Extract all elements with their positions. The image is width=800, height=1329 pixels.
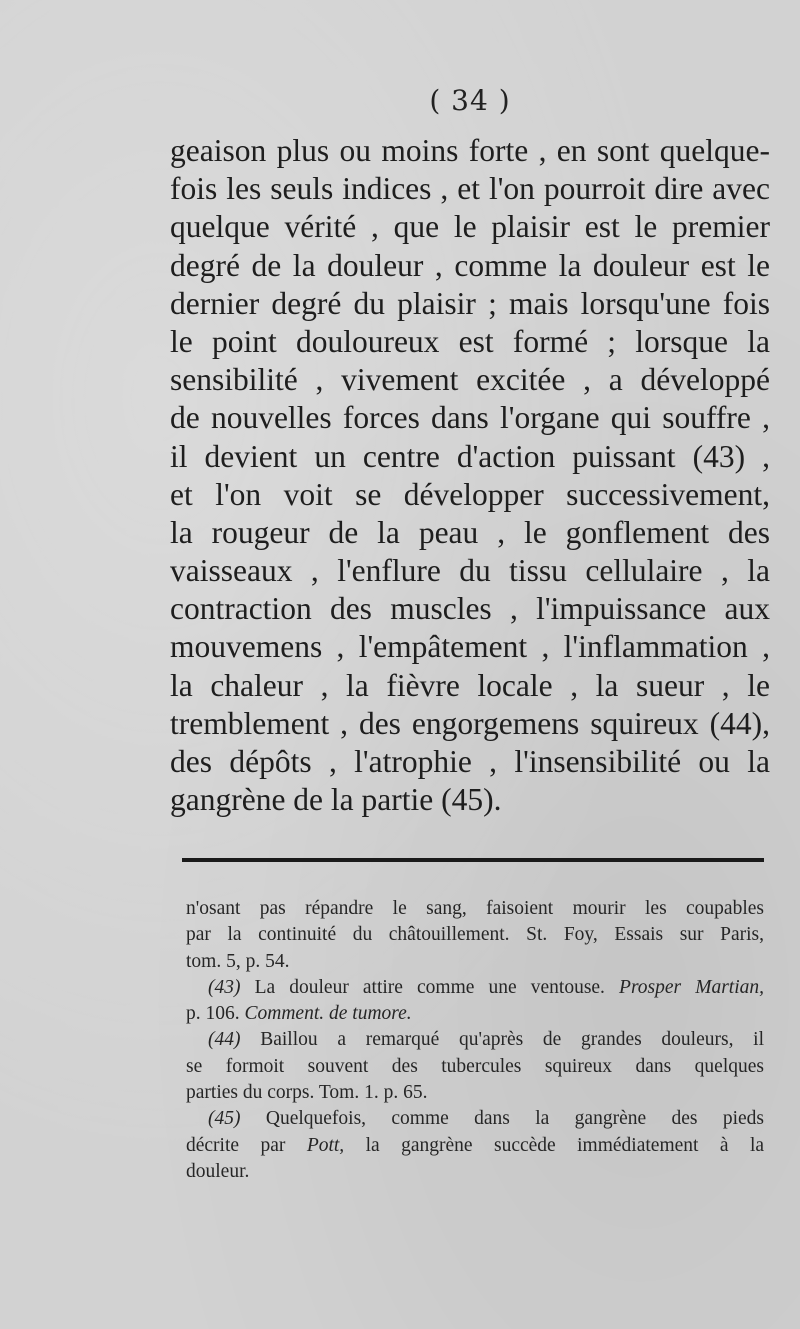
footnote-44-line2: se formoit souvent des tubercules squireux dans quelques [186, 1055, 764, 1077]
footnote-continuation-line: par la continuité du châtouillement. St. Foy, Essais sur Paris, [186, 924, 764, 946]
main-text [170, 132, 770, 819]
footnote-page-ref: p. 106. [186, 1003, 240, 1025]
text-line: de nouvelles forces dans l'organe qui souffre , [170, 400, 770, 436]
footnote-43 [186, 975, 764, 1001]
footnote-44-line3: parties du corps. Tom. 1. p. 65. [186, 1082, 428, 1104]
text-line: geaison plus ou moins forte , en sont quelque- [170, 133, 770, 168]
footnote-45-line3: douleur. [186, 1160, 250, 1182]
text-line: la rougeur de la peau , le gonflement des [170, 514, 770, 550]
footnote-text: La douleur attire comme une ventouse. [254, 976, 605, 998]
footnote-text: la gangrène succède immédiatement à la [365, 1134, 765, 1156]
text-line: fois les seuls indices , et l'on pourroit dire avec [170, 171, 770, 207]
page-number: ( 34 ) [429, 84, 511, 117]
footnote-marker: (45) [208, 1108, 241, 1130]
text-line: degré de la douleur , comme la douleur est le [170, 247, 770, 283]
text-line: le point douloureux est formé ; lorsque la [170, 323, 770, 359]
footnote-author: Pott, [306, 1134, 345, 1156]
footnote-45 [186, 1106, 764, 1132]
text-line: dernier degré du plaisir ; mais lorsqu'une fois [170, 285, 770, 321]
footnote-marker: (44) [208, 1029, 241, 1051]
footnote-44 [186, 1027, 764, 1053]
text-line: il devient un centre d'action puissant (43) , [170, 438, 770, 474]
footnote-text: Quelquefois, comme dans la gangrène des pieds [265, 1108, 764, 1130]
text-line: contraction des muscles , l'impuissance aux [170, 591, 770, 627]
footnote-text: décrite par [186, 1134, 286, 1156]
footnote-45-line2 [186, 1133, 764, 1159]
text-line: vaisseaux , l'enflure du tissu cellulaire , la [170, 553, 770, 589]
footnote-text: Baillou a remarqué qu'après de grandes douleurs, il [260, 1029, 764, 1051]
footnote-marker: (43) [208, 976, 241, 998]
text-line: la chaleur , la fièvre locale , la sueur , le [170, 667, 770, 703]
footnote-separator [182, 858, 764, 862]
footnote-43-line2 [186, 1001, 764, 1027]
text-line: quelque vérité , que le plaisir est le premier [170, 209, 770, 245]
footnotes [186, 896, 764, 1185]
text-line: gangrène de la partie (45). [170, 782, 502, 818]
footnote-continuation-line: n'osant pas répandre le sang, faisoient mourir les coupables [186, 898, 764, 919]
footnote-author: Prosper Martian, [619, 976, 765, 998]
text-line: et l'on voit se développer successivement, [170, 476, 770, 512]
footnote-work-title: Comment. de tumore. [244, 1003, 412, 1025]
text-line: des dépôts , l'atrophie , l'insensibilité ou la [170, 744, 770, 779]
text-line: mouvemens , l'empâtement , l'inflammation , [170, 629, 770, 665]
text-line: sensibilité , vivement excitée , a développé [170, 362, 770, 398]
footnote-continuation-line: tom. 5, p. 54. [186, 950, 290, 972]
text-line: tremblement , des engorgemens squireux (44), [170, 705, 770, 741]
